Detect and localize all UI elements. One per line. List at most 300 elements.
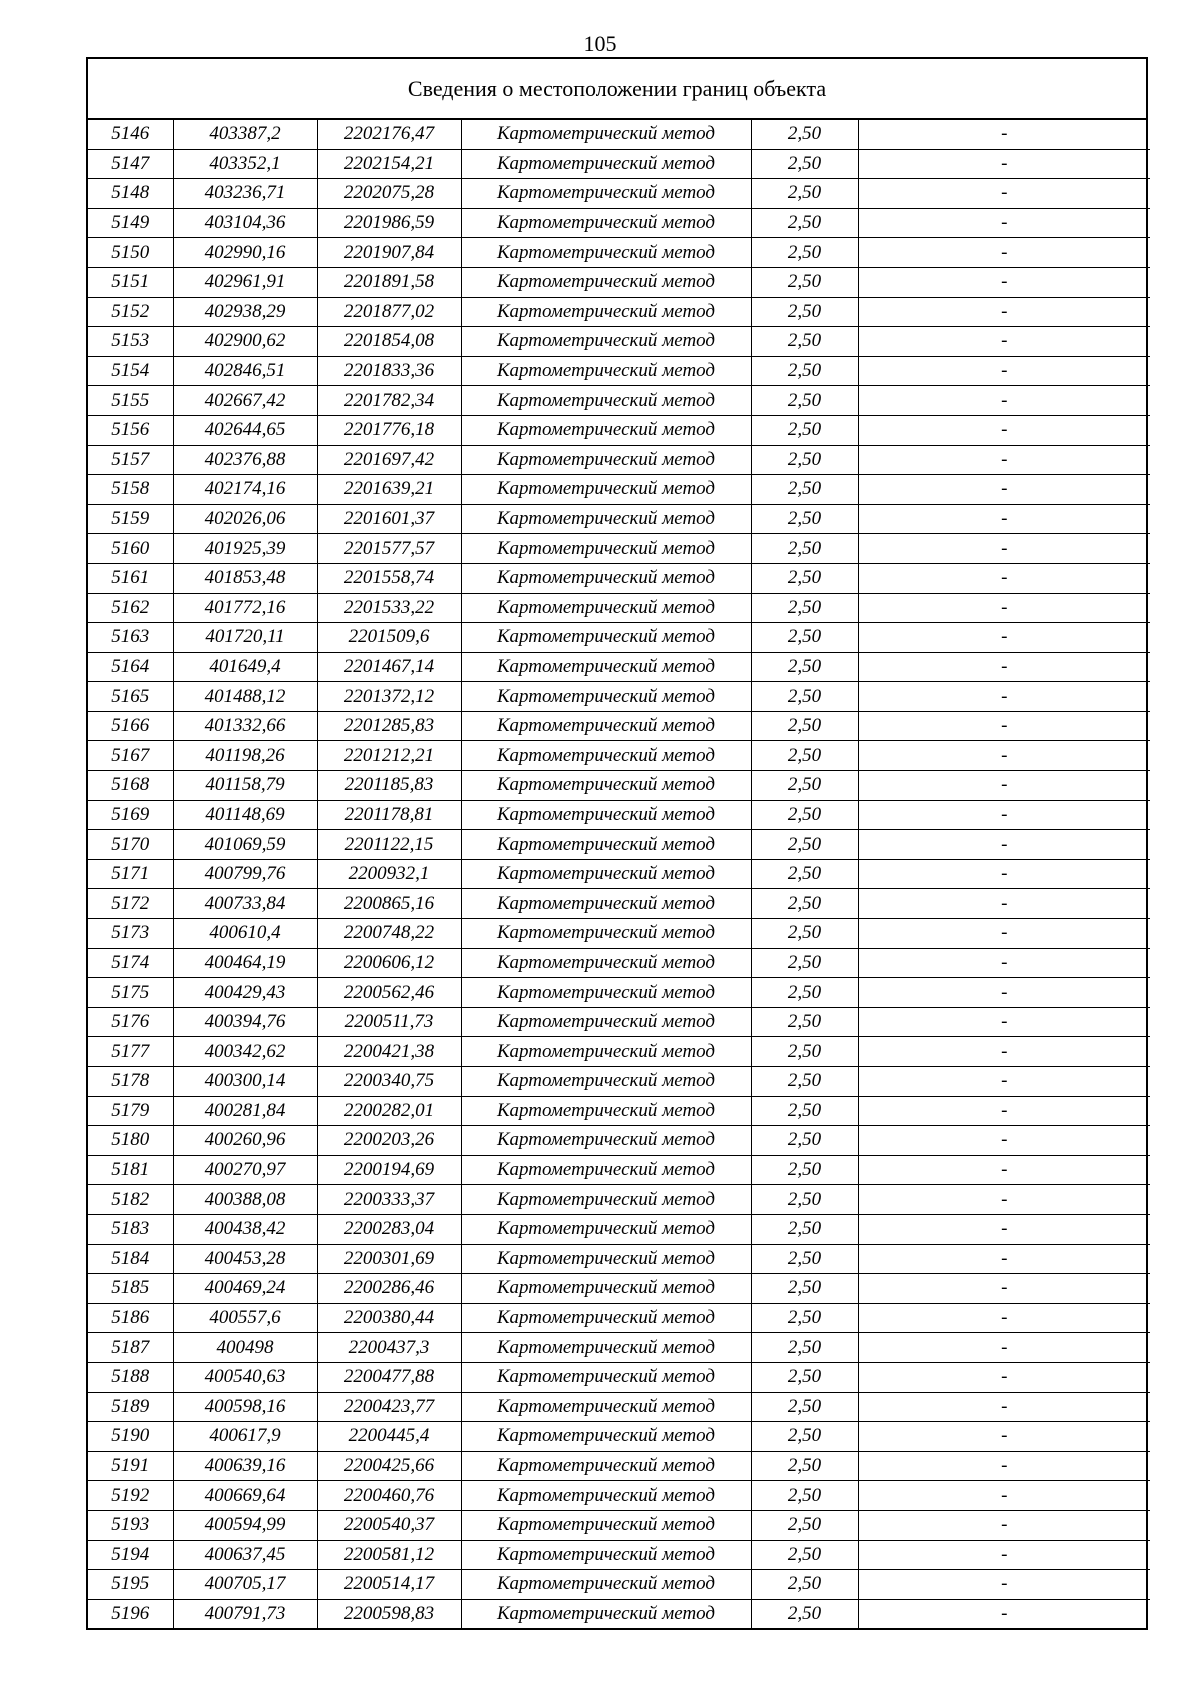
accuracy-cell: 2,50 (751, 1067, 858, 1097)
description-cell: - (858, 1007, 1150, 1037)
point-number-cell: 5169 (88, 800, 173, 830)
accuracy-cell: 2,50 (751, 919, 858, 949)
y-coordinate-cell: 2200194,69 (317, 1155, 461, 1185)
method-cell: Картометрический метод (461, 415, 751, 445)
description-cell: - (858, 1214, 1150, 1244)
y-coordinate-cell: 2200301,69 (317, 1244, 461, 1274)
method-cell: Картометрический метод (461, 1362, 751, 1392)
y-coordinate-cell: 2200598,83 (317, 1599, 461, 1628)
x-coordinate-cell: 402376,88 (173, 445, 317, 475)
x-coordinate-cell: 401332,66 (173, 711, 317, 741)
accuracy-cell: 2,50 (751, 1599, 858, 1628)
method-cell: Картометрический метод (461, 208, 751, 238)
x-coordinate-cell: 402644,65 (173, 415, 317, 445)
description-cell: - (858, 415, 1150, 445)
y-coordinate-cell: 2200581,12 (317, 1540, 461, 1570)
description-cell: - (858, 1451, 1150, 1481)
accuracy-cell: 2,50 (751, 1392, 858, 1422)
method-cell: Картометрический метод (461, 830, 751, 860)
table-row (88, 859, 1150, 889)
point-number-cell: 5175 (88, 978, 173, 1008)
method-cell: Картометрический метод (461, 1540, 751, 1570)
y-coordinate-cell: 2200748,22 (317, 919, 461, 949)
x-coordinate-cell: 401158,79 (173, 771, 317, 801)
accuracy-cell: 2,50 (751, 179, 858, 209)
x-coordinate-cell: 400639,16 (173, 1451, 317, 1481)
point-number-cell: 5176 (88, 1007, 173, 1037)
point-number-cell: 5190 (88, 1422, 173, 1452)
accuracy-cell: 2,50 (751, 1570, 858, 1600)
y-coordinate-cell: 2200606,12 (317, 948, 461, 978)
description-cell: - (858, 1570, 1150, 1600)
x-coordinate-cell: 400540,63 (173, 1362, 317, 1392)
point-number-cell: 5185 (88, 1274, 173, 1304)
accuracy-cell: 2,50 (751, 563, 858, 593)
method-cell: Картометрический метод (461, 504, 751, 534)
y-coordinate-cell: 2200380,44 (317, 1303, 461, 1333)
description-cell: - (858, 1244, 1150, 1274)
y-coordinate-cell: 2200445,4 (317, 1422, 461, 1452)
accuracy-cell: 2,50 (751, 859, 858, 889)
accuracy-cell: 2,50 (751, 1274, 858, 1304)
table-row (88, 1214, 1150, 1244)
x-coordinate-cell: 400498 (173, 1333, 317, 1363)
method-cell: Картометрический метод (461, 741, 751, 771)
table-body (88, 120, 1150, 1628)
method-cell: Картометрический метод (461, 297, 751, 327)
description-cell: - (858, 1274, 1150, 1304)
method-cell: Картометрический метод (461, 356, 751, 386)
y-coordinate-cell: 2202154,21 (317, 149, 461, 179)
description-cell: - (858, 297, 1150, 327)
accuracy-cell: 2,50 (751, 297, 858, 327)
y-coordinate-cell: 2200423,77 (317, 1392, 461, 1422)
table-row (88, 771, 1150, 801)
table-row (88, 1007, 1150, 1037)
description-cell: - (858, 1599, 1150, 1628)
y-coordinate-cell: 2201907,84 (317, 238, 461, 268)
accuracy-cell: 2,50 (751, 415, 858, 445)
x-coordinate-cell: 400394,76 (173, 1007, 317, 1037)
accuracy-cell: 2,50 (751, 386, 858, 416)
table-row (88, 800, 1150, 830)
description-cell: - (858, 1333, 1150, 1363)
y-coordinate-cell: 2200421,38 (317, 1037, 461, 1067)
table-row (88, 1096, 1150, 1126)
accuracy-cell: 2,50 (751, 504, 858, 534)
y-coordinate-cell: 2200562,46 (317, 978, 461, 1008)
y-coordinate-cell: 2200340,75 (317, 1067, 461, 1097)
method-cell: Картометрический метод (461, 1481, 751, 1511)
y-coordinate-cell: 2201558,74 (317, 563, 461, 593)
x-coordinate-cell: 402990,16 (173, 238, 317, 268)
x-coordinate-cell: 401720,11 (173, 623, 317, 653)
x-coordinate-cell: 401148,69 (173, 800, 317, 830)
method-cell: Картометрический метод (461, 120, 751, 149)
description-cell: - (858, 1303, 1150, 1333)
point-number-cell: 5152 (88, 297, 173, 327)
table-row (88, 1599, 1150, 1628)
method-cell: Картометрический метод (461, 1037, 751, 1067)
point-number-cell: 5159 (88, 504, 173, 534)
x-coordinate-cell: 400594,99 (173, 1510, 317, 1540)
table-row (88, 830, 1150, 860)
y-coordinate-cell: 2201854,08 (317, 327, 461, 357)
description-cell: - (858, 1096, 1150, 1126)
y-coordinate-cell: 2201639,21 (317, 475, 461, 505)
method-cell: Картометрический метод (461, 563, 751, 593)
point-number-cell: 5171 (88, 859, 173, 889)
description-cell: - (858, 859, 1150, 889)
table-row (88, 978, 1150, 1008)
table-row (88, 1540, 1150, 1570)
point-number-cell: 5182 (88, 1185, 173, 1215)
point-number-cell: 5162 (88, 593, 173, 623)
description-cell: - (858, 120, 1150, 149)
y-coordinate-cell: 2201185,83 (317, 771, 461, 801)
page-number: 105 (583, 31, 617, 56)
y-coordinate-cell: 2201891,58 (317, 267, 461, 297)
description-cell: - (858, 623, 1150, 653)
y-coordinate-cell: 2201509,6 (317, 623, 461, 653)
accuracy-cell: 2,50 (751, 652, 858, 682)
description-cell: - (858, 267, 1150, 297)
description-cell: - (858, 652, 1150, 682)
x-coordinate-cell: 400429,43 (173, 978, 317, 1008)
method-cell: Картометрический метод (461, 1510, 751, 1540)
x-coordinate-cell: 400464,19 (173, 948, 317, 978)
x-coordinate-cell: 400598,16 (173, 1392, 317, 1422)
accuracy-cell: 2,50 (751, 1510, 858, 1540)
point-number-cell: 5151 (88, 267, 173, 297)
description-cell: - (858, 149, 1150, 179)
point-number-cell: 5172 (88, 889, 173, 919)
description-cell: - (858, 1510, 1150, 1540)
method-cell: Картометрический метод (461, 149, 751, 179)
x-coordinate-cell: 401772,16 (173, 593, 317, 623)
point-number-cell: 5157 (88, 445, 173, 475)
y-coordinate-cell: 2201212,21 (317, 741, 461, 771)
point-number-cell: 5192 (88, 1481, 173, 1511)
y-coordinate-cell: 2201467,14 (317, 652, 461, 682)
method-cell: Картометрический метод (461, 445, 751, 475)
method-cell: Картометрический метод (461, 623, 751, 653)
point-number-cell: 5189 (88, 1392, 173, 1422)
y-coordinate-cell: 2202075,28 (317, 179, 461, 209)
method-cell: Картометрический метод (461, 327, 751, 357)
x-coordinate-cell: 401488,12 (173, 682, 317, 712)
accuracy-cell: 2,50 (751, 948, 858, 978)
table-row (88, 1392, 1150, 1422)
method-cell: Картометрический метод (461, 1333, 751, 1363)
accuracy-cell: 2,50 (751, 1155, 858, 1185)
x-coordinate-cell: 402026,06 (173, 504, 317, 534)
point-number-cell: 5181 (88, 1155, 173, 1185)
method-cell: Картометрический метод (461, 1599, 751, 1628)
description-cell: - (858, 1067, 1150, 1097)
method-cell: Картометрический метод (461, 179, 751, 209)
point-number-cell: 5170 (88, 830, 173, 860)
accuracy-cell: 2,50 (751, 1126, 858, 1156)
accuracy-cell: 2,50 (751, 238, 858, 268)
table-row (88, 534, 1150, 564)
method-cell: Картометрический метод (461, 1392, 751, 1422)
accuracy-cell: 2,50 (751, 1214, 858, 1244)
table-row (88, 741, 1150, 771)
table-row (88, 682, 1150, 712)
description-cell: - (858, 386, 1150, 416)
accuracy-cell: 2,50 (751, 1481, 858, 1511)
x-coordinate-cell: 400799,76 (173, 859, 317, 889)
method-cell: Картометрический метод (461, 800, 751, 830)
x-coordinate-cell: 402900,62 (173, 327, 317, 357)
accuracy-cell: 2,50 (751, 830, 858, 860)
accuracy-cell: 2,50 (751, 623, 858, 653)
method-cell: Картометрический метод (461, 1185, 751, 1215)
description-cell: - (858, 978, 1150, 1008)
description-cell: - (858, 1037, 1150, 1067)
method-cell: Картометрический метод (461, 1451, 751, 1481)
point-number-cell: 5177 (88, 1037, 173, 1067)
method-cell: Картометрический метод (461, 1096, 751, 1126)
description-cell: - (858, 682, 1150, 712)
point-number-cell: 5168 (88, 771, 173, 801)
table-row (88, 711, 1150, 741)
accuracy-cell: 2,50 (751, 1037, 858, 1067)
method-cell: Картометрический метод (461, 652, 751, 682)
description-cell: - (858, 800, 1150, 830)
point-number-cell: 5160 (88, 534, 173, 564)
accuracy-cell: 2,50 (751, 800, 858, 830)
y-coordinate-cell: 2200540,37 (317, 1510, 461, 1540)
method-cell: Картометрический метод (461, 978, 751, 1008)
y-coordinate-cell: 2200286,46 (317, 1274, 461, 1304)
description-cell: - (858, 179, 1150, 209)
x-coordinate-cell: 401069,59 (173, 830, 317, 860)
point-number-cell: 5165 (88, 682, 173, 712)
y-coordinate-cell: 2202176,47 (317, 120, 461, 149)
accuracy-cell: 2,50 (751, 682, 858, 712)
description-cell: - (858, 593, 1150, 623)
accuracy-cell: 2,50 (751, 475, 858, 505)
table-row (88, 415, 1150, 445)
description-cell: - (858, 534, 1150, 564)
coordinates-table (88, 120, 1150, 1628)
accuracy-cell: 2,50 (751, 741, 858, 771)
table-row (88, 445, 1150, 475)
method-cell: Картометрический метод (461, 1274, 751, 1304)
point-number-cell: 5149 (88, 208, 173, 238)
method-cell: Картометрический метод (461, 1067, 751, 1097)
y-coordinate-cell: 2201533,22 (317, 593, 461, 623)
accuracy-cell: 2,50 (751, 1362, 858, 1392)
point-number-cell: 5187 (88, 1333, 173, 1363)
method-cell: Картометрический метод (461, 475, 751, 505)
point-number-cell: 5147 (88, 149, 173, 179)
description-cell: - (858, 711, 1150, 741)
table-row (88, 149, 1150, 179)
point-number-cell: 5146 (88, 120, 173, 149)
x-coordinate-cell: 400733,84 (173, 889, 317, 919)
x-coordinate-cell: 400610,4 (173, 919, 317, 949)
x-coordinate-cell: 401853,48 (173, 563, 317, 593)
method-cell: Картометрический метод (461, 771, 751, 801)
table-row (88, 1481, 1150, 1511)
point-number-cell: 5174 (88, 948, 173, 978)
accuracy-cell: 2,50 (751, 593, 858, 623)
y-coordinate-cell: 2200477,88 (317, 1362, 461, 1392)
point-number-cell: 5179 (88, 1096, 173, 1126)
method-cell: Картометрический метод (461, 1244, 751, 1274)
description-cell: - (858, 1422, 1150, 1452)
accuracy-cell: 2,50 (751, 445, 858, 475)
accuracy-cell: 2,50 (751, 889, 858, 919)
point-number-cell: 5184 (88, 1244, 173, 1274)
point-number-cell: 5158 (88, 475, 173, 505)
table-row (88, 1362, 1150, 1392)
point-number-cell: 5196 (88, 1599, 173, 1628)
y-coordinate-cell: 2200511,73 (317, 1007, 461, 1037)
x-coordinate-cell: 400469,24 (173, 1274, 317, 1304)
method-cell: Картометрический метод (461, 593, 751, 623)
description-cell: - (858, 563, 1150, 593)
method-cell: Картометрический метод (461, 267, 751, 297)
y-coordinate-cell: 2200865,16 (317, 889, 461, 919)
method-cell: Картометрический метод (461, 859, 751, 889)
x-coordinate-cell: 402667,42 (173, 386, 317, 416)
y-coordinate-cell: 2201986,59 (317, 208, 461, 238)
x-coordinate-cell: 403236,71 (173, 179, 317, 209)
description-cell: - (858, 1481, 1150, 1511)
x-coordinate-cell: 400281,84 (173, 1096, 317, 1126)
description-cell: - (858, 1392, 1150, 1422)
accuracy-cell: 2,50 (751, 1185, 858, 1215)
method-cell: Картометрический метод (461, 238, 751, 268)
table-row (88, 327, 1150, 357)
table-row (88, 1067, 1150, 1097)
x-coordinate-cell: 400438,42 (173, 1214, 317, 1244)
y-coordinate-cell: 2200437,3 (317, 1333, 461, 1363)
x-coordinate-cell: 401649,4 (173, 652, 317, 682)
accuracy-cell: 2,50 (751, 1007, 858, 1037)
description-cell: - (858, 830, 1150, 860)
table-row (88, 1303, 1150, 1333)
y-coordinate-cell: 2200283,04 (317, 1214, 461, 1244)
point-number-cell: 5153 (88, 327, 173, 357)
y-coordinate-cell: 2200425,66 (317, 1451, 461, 1481)
description-cell: - (858, 1185, 1150, 1215)
description-cell: - (858, 208, 1150, 238)
accuracy-cell: 2,50 (751, 327, 858, 357)
x-coordinate-cell: 401198,26 (173, 741, 317, 771)
table-row (88, 1126, 1150, 1156)
description-cell: - (858, 475, 1150, 505)
x-coordinate-cell: 400388,08 (173, 1185, 317, 1215)
method-cell: Картометрический метод (461, 1303, 751, 1333)
description-cell: - (858, 741, 1150, 771)
table-row (88, 356, 1150, 386)
table-row (88, 1155, 1150, 1185)
accuracy-cell: 2,50 (751, 120, 858, 149)
accuracy-cell: 2,50 (751, 1540, 858, 1570)
table-row (88, 919, 1150, 949)
accuracy-cell: 2,50 (751, 1096, 858, 1126)
table-row (88, 652, 1150, 682)
y-coordinate-cell: 2201782,34 (317, 386, 461, 416)
point-number-cell: 5155 (88, 386, 173, 416)
point-number-cell: 5180 (88, 1126, 173, 1156)
table-row (88, 593, 1150, 623)
x-coordinate-cell: 400669,64 (173, 1481, 317, 1511)
table-row (88, 386, 1150, 416)
table-row (88, 1451, 1150, 1481)
point-number-cell: 5148 (88, 179, 173, 209)
x-coordinate-cell: 400260,96 (173, 1126, 317, 1156)
description-cell: - (858, 238, 1150, 268)
table-row (88, 1185, 1150, 1215)
table-row (88, 623, 1150, 653)
table-row (88, 238, 1150, 268)
point-number-cell: 5166 (88, 711, 173, 741)
x-coordinate-cell: 402961,91 (173, 267, 317, 297)
y-coordinate-cell: 2201178,81 (317, 800, 461, 830)
point-number-cell: 5183 (88, 1214, 173, 1244)
table-row (88, 1422, 1150, 1452)
accuracy-cell: 2,50 (751, 711, 858, 741)
point-number-cell: 5161 (88, 563, 173, 593)
description-cell: - (858, 948, 1150, 978)
point-number-cell: 5178 (88, 1067, 173, 1097)
point-number-cell: 5150 (88, 238, 173, 268)
table-row (88, 475, 1150, 505)
table-row (88, 1274, 1150, 1304)
method-cell: Картометрический метод (461, 1007, 751, 1037)
accuracy-cell: 2,50 (751, 771, 858, 801)
y-coordinate-cell: 2200514,17 (317, 1570, 461, 1600)
point-number-cell: 5188 (88, 1362, 173, 1392)
accuracy-cell: 2,50 (751, 534, 858, 564)
point-number-cell: 5164 (88, 652, 173, 682)
y-coordinate-cell: 2201285,83 (317, 711, 461, 741)
y-coordinate-cell: 2200932,1 (317, 859, 461, 889)
x-coordinate-cell: 400453,28 (173, 1244, 317, 1274)
table-row (88, 267, 1150, 297)
method-cell: Картометрический метод (461, 386, 751, 416)
description-cell: - (858, 445, 1150, 475)
accuracy-cell: 2,50 (751, 149, 858, 179)
method-cell: Картометрический метод (461, 889, 751, 919)
x-coordinate-cell: 400300,14 (173, 1067, 317, 1097)
accuracy-cell: 2,50 (751, 978, 858, 1008)
point-number-cell: 5156 (88, 415, 173, 445)
method-cell: Картометрический метод (461, 948, 751, 978)
x-coordinate-cell: 400637,45 (173, 1540, 317, 1570)
accuracy-cell: 2,50 (751, 1333, 858, 1363)
point-number-cell: 5167 (88, 741, 173, 771)
table-row (88, 208, 1150, 238)
point-number-cell: 5195 (88, 1570, 173, 1600)
description-cell: - (858, 1540, 1150, 1570)
point-number-cell: 5173 (88, 919, 173, 949)
x-coordinate-cell: 400705,17 (173, 1570, 317, 1600)
y-coordinate-cell: 2201122,15 (317, 830, 461, 860)
y-coordinate-cell: 2200203,26 (317, 1126, 461, 1156)
table-row (88, 120, 1150, 149)
method-cell: Картометрический метод (461, 1126, 751, 1156)
method-cell: Картометрический метод (461, 919, 751, 949)
method-cell: Картометрический метод (461, 682, 751, 712)
accuracy-cell: 2,50 (751, 1244, 858, 1274)
